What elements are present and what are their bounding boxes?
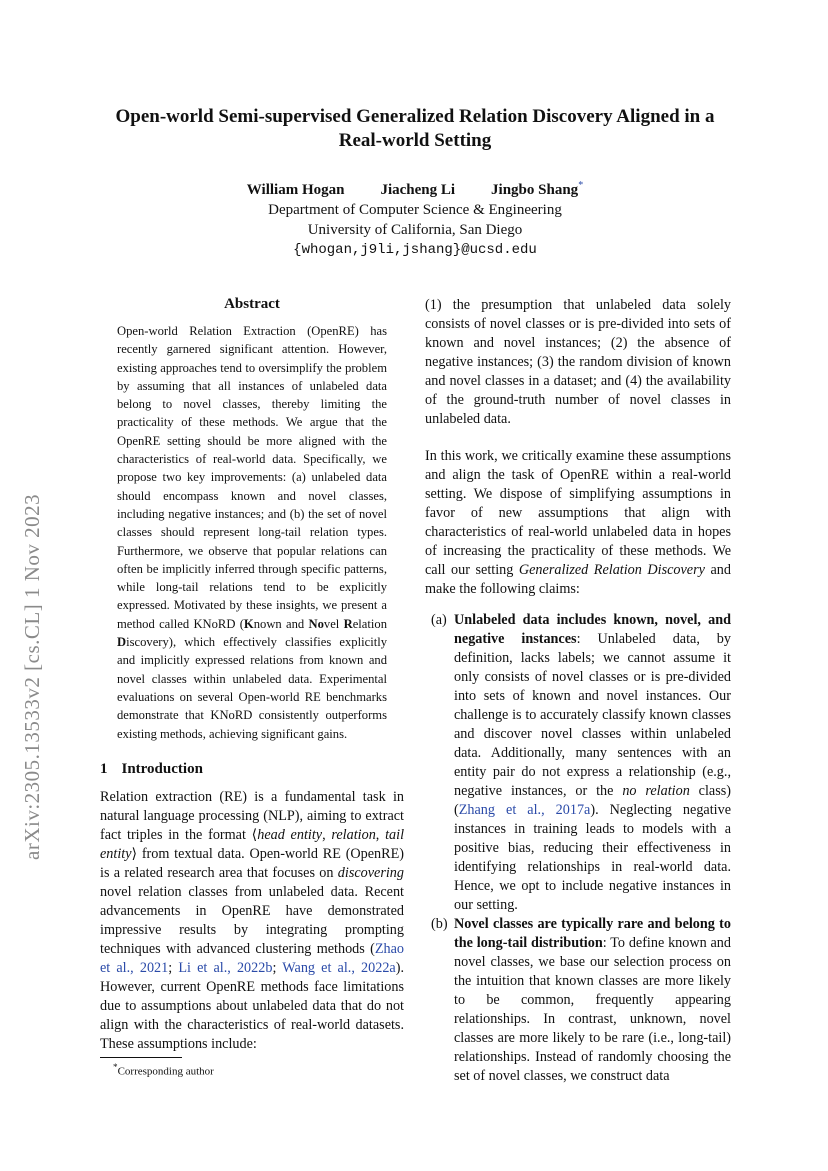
footnote-mark: * (113, 1062, 118, 1072)
citation-link[interactable]: Zhao et al., 2021 (100, 940, 404, 976)
corresponding-mark: * (578, 180, 584, 191)
author-email: {whogan,j9li,jshang}@ucsd.edu (293, 242, 537, 258)
footnote-text: Corresponding author (117, 1065, 214, 1078)
list-item-body: Unlabeled data includes known, novel, and negative instances: Unlabeled data, by definition, lacks labels; we cannot assume it only consists of novel classes or is pre-divided into sets of known and novel instances. Our challenge is to accurately classify known classes and discover novel classes within unlabeled data. Additionally, many sentences with an entity pair do not express a relationship (e.g., negative instances, or the no relation class) (Zhang et al., 2017a). Neglecting negative instances in training leads to models with a positive bias, reducing their effectiveness in identifying relationships in real-world data. Hence, we opt to include negative instances in our setting. (454, 612, 731, 913)
abstract-text: Open-world Relation Extraction (OpenRE) has recently garnered significant attention. However, existing approaches tend to oversimplify the problem by assuming that all instances of unlabeled data belong to novel classes, thereby limiting the practicality of these methods. We argue that the OpenRE setting should be more aligned with the characteristics of real-world data. Specifically, we propose two key improvements: (a) unlabeled data should encompass known and novel classes, including negative instances; and (b) the set of novel classes should represent long-tail relation types. Furthermore, we observe that popular relations can often be implicitly inferred through specific patterns, while long-tail relations tend to be explicitly expressed. Motivated by these insights, we present a method called KNoRD (Known and Novel Relation Discovery), which effectively classifies explicitly and implicitly expressed relations from known and novel classes within unlabeled data. Experimental evaluations on several Open-world RE benchmarks demonstrate that KNoRD consistently outperforms existing methods, achieving significant gains. (117, 324, 387, 741)
list-item-body: Novel classes are typically rare and belong to the long-tail distribution: To define known and novel classes, we base our selection process on the intuition that known classes are more likely to be common, frequently appearing relationships. In contrast, unknown, novel classes are more likely to be rare (i.e., long-tail) relationships. Instead of randomly choosing the set of novel classes, we construct data (454, 916, 731, 1084)
author-2: Jiacheng Li (380, 182, 456, 198)
title-line-1: Open-world Semi-supervised Generalized Relation Discovery Aligned in a (115, 106, 715, 127)
abstract-heading: Abstract (224, 296, 280, 312)
author-block (100, 176, 730, 260)
assumptions-paragraph: (1) the presumption that unlabeled data solely consists of novel classes or is pre-divided into sets of known and novel instances; (2) the absence of negative instances; (3) the random division of known and novel classes in a dataset; and (4) the availability of the ground-truth number of novel classes in unlabeled data. (425, 297, 731, 427)
list-item (425, 611, 731, 915)
intro-paragraph-2: In this work, we critically examine these assumptions and align the task of OpenRE within a real-world setting. We dispose of simplifying assumptions in favor of new assumptions that align with characteristics of real-world unlabeled data in hopes of increasing the practicality of these methods. We call our setting Generalized Relation Discovery and make the following claims: (425, 448, 731, 597)
list-item-label: (a) (431, 612, 447, 628)
footnote (113, 1062, 214, 1078)
list-item (425, 915, 731, 1086)
affiliation-department: Department of Computer Science & Engineering (268, 202, 562, 218)
author-names (100, 176, 730, 200)
citation-link[interactable]: Zhang et al., 2017a (458, 802, 591, 818)
author-1: William Hogan (246, 182, 345, 198)
citation-link[interactable]: Li et al., 2022b (178, 959, 273, 976)
claims-list (425, 611, 731, 1086)
footnote-rule (100, 1057, 182, 1058)
section-number: 1 (100, 760, 108, 777)
list-item-label: (b) (431, 916, 448, 932)
intro-paragraph-1: Relation extraction (RE) is a fundamental task in natural language processing (NLP), aiming to extract fact triples in the format ⟨head entity, relation, tail entity⟩ from textual data. Open-world RE (OpenRE) is a related research area that focuses on discovering novel relation classes from unlabeled data. Recent advancements in OpenRE have demonstrated impressive results by integrating prompting techniques with advanced clustering methods (Zhao et al., 2021; Li et al., 2022b; Wang et al., 2022a). However, current OpenRE methods face limitations due to assumptions about unlabeled data that do not align with the characteristics of real-world datasets. These assumptions include: (100, 788, 405, 1052)
citation-link[interactable]: Wang et al., 2022a (282, 959, 396, 976)
author-3 (491, 182, 583, 198)
section-title: Introduction (121, 760, 203, 777)
affiliation-university: University of California, San Diego (307, 222, 523, 238)
left-column (100, 296, 404, 1054)
right-column (425, 296, 731, 1086)
arxiv-identifier: arXiv:2305.13533v2 [cs.CL] 1 Nov 2023 (20, 493, 44, 860)
title-line-2: Real-world Setting (338, 130, 492, 151)
paper-title (80, 105, 750, 153)
section-heading-introduction (100, 761, 404, 778)
author-3-name: Jingbo Shang (491, 182, 579, 198)
